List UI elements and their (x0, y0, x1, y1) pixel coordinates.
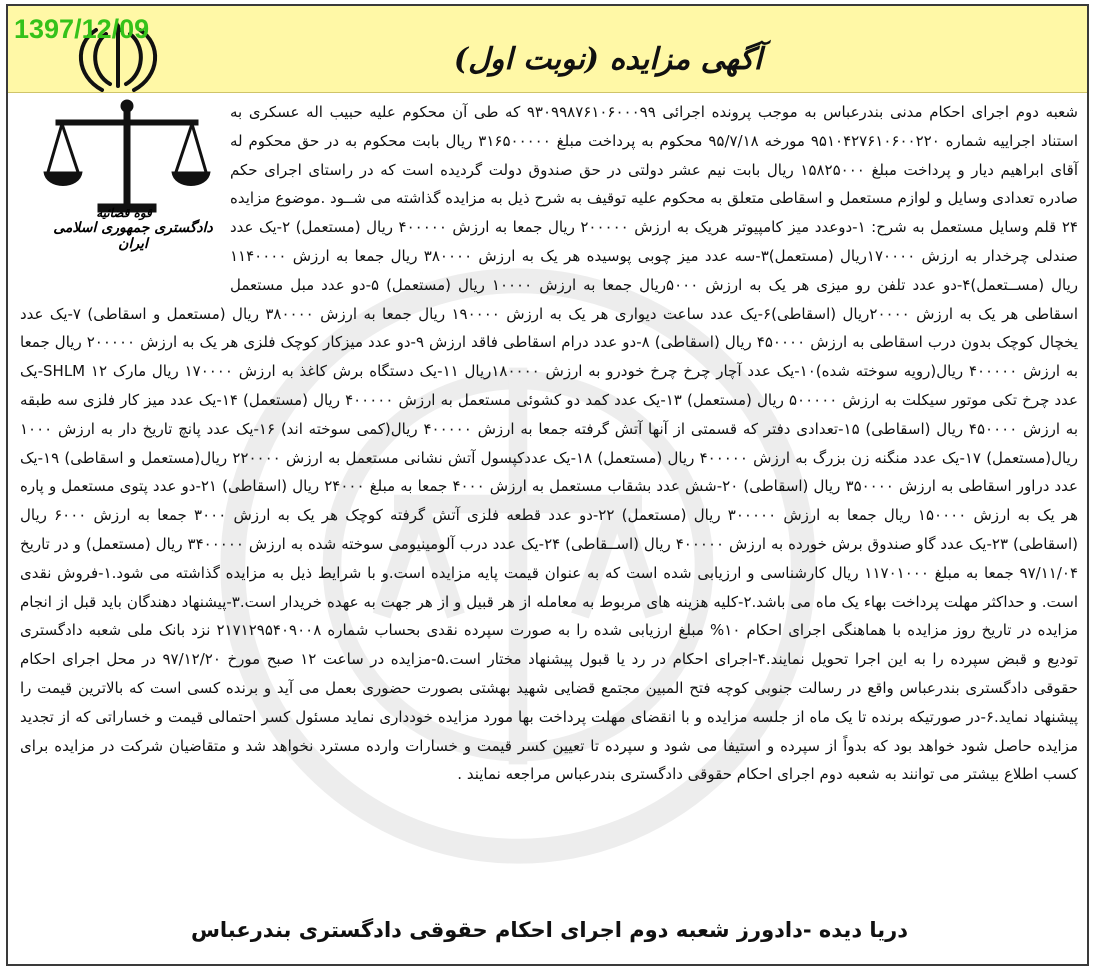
notice-body (20, 98, 1078, 818)
logo-spacer (20, 98, 230, 296)
notice-frame (6, 4, 1089, 966)
judiciary-label: قوه قضائیه (96, 206, 152, 220)
date-stamp: 1397/12/09 (14, 14, 150, 44)
notice-body-text: شعبه دوم اجرای احکام مدنی بندرعباس به موجب پرونده اجرائی ۹۳۰۹۹۸۷۶۱۰۶۰۰۰۹۹ که طی آن محکوم علیه حبیب اله عسکری به استناد اجراییه شماره ۹۵۱۰۴۲۷۶۱۰۶۰۰۲۲۰ مورخه ۹۵/۷/۱۸ محکوم به پرداخت مبلغ ۳۱۶۵۰۰۰۰۰ ریال بابت محکوم به در حق محکوم له آقای ابراهیم دیار و پرداخت مبلغ ۱۵۸۲۵۰۰۰ ریال بابت نیم عشر دولتی در حق صندوق دولت گردیده است که در راستای اجرای حکم صادره تعدادی وسایل و لوازم مستعمل و اسقاطی متعلق به محکوم علیه توقیف به شرح ذیل به مزایده گذاشته می شــود .موضوع مزایده ۲۴ قلم وسایل مستعمل به شرح: ۱-دوعدد میز کامپیوتر هریک به ارزش ۲۰۰۰۰۰ ریال جمعا به ارزش ۴۰۰۰۰۰ ریال (مستعمل) ۲-یک عدد صندلی چرخدار به ارزش ۱۷۰۰۰۰ریال (مستعمل)۳-سه عدد میز چوبی پوسیده هر یک به ارزش ۳۸۰۰۰۰ ریال جمعا به ارزش ۱۱۴۰۰۰۰ ریال (مســتعمل)۴-دو عدد تلفن رو میزی هر یک به ارزش ۵۰۰۰ریال جمعا به ارزش ۱۰۰۰۰ ریال (مستعمل) ۵-دو عدد مبل مستعمل اسقاطی هر یک به ارزش ۲۰۰۰۰ریال (اسقاطی)۶-یک عدد ساعت دیواری هر یک به ارزش ۱۹۰۰۰۰ ریال جمعا به ارزش ۳۸۰۰۰۰ ریال (مستعمل و اسقاطی) ۷-یک عدد یخچال کوچک بدون درب اسقاطی به ارزش ۴۵۰۰۰۰ ریال (اسقاطی) ۸-دو عدد درام اسقاطی فاقد ارزش ۹-دو عدد میزکار کوچک فلزی هر یک به ارزش ۲۰۰۰۰۰ ریال جمعا به ارزش ۴۰۰۰۰۰ ریال(رویه سوخته شده)۱۰-یک عدد آچار چرخ چرخ خودرو به ارزش ۱۸۰۰۰۰ریال ۱۱-یک دستگاه برش کاغذ به ارزش ۱۷۰۰۰۰ ریال مارک SHLM ۱۲-یک عدد چرخ تکی موتور سیکلت به ارزش ۵۰۰۰۰۰ ریال (مستعمل) ۱۳-یک عدد کمد دو کشوئی مستعمل به ارزش ۴۰۰۰۰۰ ریال (مستعمل) ۱۴-یک عدد میز کار فلزی سه طبقه به ارزش ۴۵۰۰۰۰ ریال (اسقاطی) ۱۵-تعدادی دفتر که قسمتی از آنها آتش گرفته جمعا به ارزش ۴۰۰۰۰۰ ریال(کمی سوخته اند) ۱۶-یک عدد پانچ تاریخ دار به ارزش ۱۰۰۰ ریال(مستعمل) ۱۷-یک عدد منگنه زن بزرگ به ارزش ۴۰۰۰۰۰ ریال (مستعمل) ۱۸-یک عددکپسول آتش نشانی مستعمل به ارزش ۲۲۰۰۰۰ ریال(مستعمل و اسقاطی) ۱۹-یک عدد دراور اسقاطی به ارزش ۳۵۰۰۰۰ ریال (اسقاطی) ۲۰-شش عدد بشقاب مستعمل به ارزش ۴۰۰۰ جمعا به مبلغ ۲۴۰۰۰ ریال (اسقاطی) ۲۱-دو عدد پتوی مستعمل و پاره هر یک به ارزش ۱۵۰۰۰۰ ریال جمعا به ارزش ۳۰۰۰۰۰ ریال (مستعمل) ۲۲-دو عدد قطعه فلزی آتش گرفته کوچک هر یک به ارزش ۳۰۰۰ جمعا به ارزش ۶۰۰۰ ریال (اسقاطی) ۲۳-یک عدد گاو صندوق برش خورده به ارزش ۴۰۰۰۰۰ ریال (اســقاطی) ۲۴-یک عدد درب آلومینیومی سوخته شده به ارزش ۳۴۰۰۰۰۰ ریال (مستعمل) و در تاریخ ۹۷/۱۱/۰۴ جمعا به مبلغ ۱۱۷۰۱۰۰۰ ریال کارشناسی و ارزیابی شده است که به عنوان قیمت پایه مزایده است.و با شرایط ذیل به مزایده گذاشته می شود.۱-فروش نقدی است. و حداکثر مهلت پرداخت بهاء یک ماه می باشد.۲-کلیه هزینه های مربوط به معامله از هر قبیل و از هر جهت به عهده خریدار است.۳-پیشنهاد دهندگان باید قبل از انجام مزایده در تاریخ روز مزایده با هماهنگی اجرای احکام ۱۰% مبلغ ارزیابی شده را به صورت سپرده نقدی بحساب شماره ۲۱۷۱۲۹۵۴۰۹۰۰۸ نزد بانک ملی شعبه دادگستری تودیع و قبض سپرده را به این اجرا تحویل نمایند.۴-اجرای احکام در رد یا قبول پیشنهاد مختار است.۵-مزایده در ساعت ۱۲ صبح مورخ ۹۷/۱۲/۲۰ در محل اجرای احکام حقوقی دادگستری بندرعباس واقع در رسالت جنوبی کوچه فتح المبین مجتمع قضایی شهید بهشتی بصورت حضوری بعمل می آید و برنده کسی است که بالاترین قیمت را پیشنهاد نماید.۶-در صورتیکه برنده تا یک ماه از جلسه مزایده و با انقضای مهلت پرداخت بها مورد مزایده خودداری نماید مسئول کسر احتمالی قیمت و خساراتی که از تجدید مزایده حاصل شود خواهد بود که بدواً از سپرده و استیفا می شود و سپرده تا تعیین کسر قیمت و خسارات وارده مسترد نخواهد شد و متقاضیان شرکت در مزایده برای کسب اطلاع بیشتر می توانند به شعبه دوم اجرای احکام حقوقی دادگستری بندرعباس مراجعه نمایند . (20, 103, 1079, 784)
signature: دریا دیده -دادورز شعبه دوم اجرای احکام حقوقی دادگستری بندرعباس (190, 918, 909, 942)
notice-title: آگهی مزایده (نوبت اول) (453, 42, 763, 77)
judiciary-name: دادگستری جمهوری اسلامی ایران (53, 220, 213, 252)
